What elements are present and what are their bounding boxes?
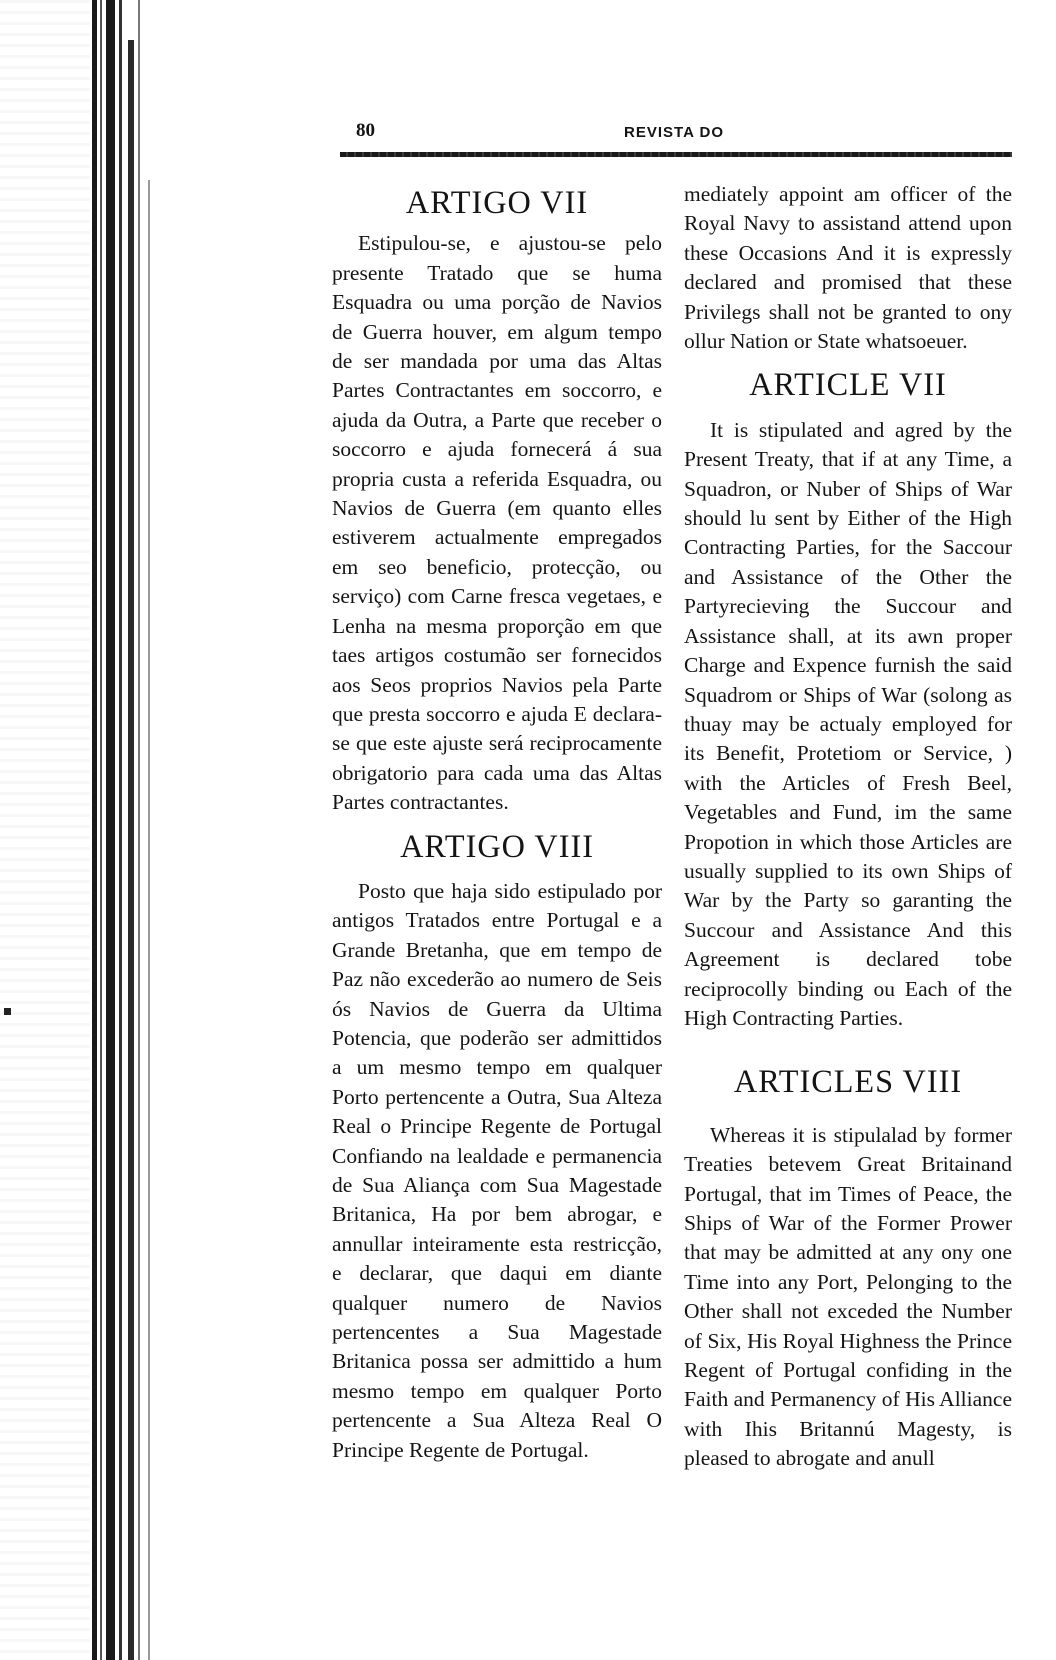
bleed-through-texture [0, 0, 90, 1660]
running-head: REVISTA DO [624, 124, 725, 141]
left-column [332, 180, 662, 1465]
page-number: 80 [356, 120, 375, 141]
article-vii-heading: ARTICLE VII [749, 366, 947, 403]
artigo-vii-heading: ARTIGO VII [405, 184, 589, 220]
header-rule [340, 152, 1012, 157]
articles-viii-text: Whereas it is stipulalad by former Treaties betevem Great Britainand Portugal, that im Times of Peace, the Ships of War of the Former Prower that may be admitted at any ony one Time into any Port, Pelonging to the Other shall not exceded the Number of Six, His Royal Highness the Prince Regent of Portugal confiding in the Faith and Permanency of His Alliance with Ihis Britannú Magesty, is pleased to abrogate and anull [684, 1122, 1012, 1471]
binding-line [119, 0, 122, 1660]
artigo-viii-text: Posto que haja sido estipulado por antigos Tratados entre Portugal e a Grande Bretanha, que em tempo de Paz não excederão ao numero de Seis ós Navios de Guerra da Ultima Potencia, que poderão ser admittidos a um mesmo tempo em qualquer Porto pertencente a Outra, Sua Alteza Real o Principe Regente de Portugal Confiando na lealdade e permanencia de Sua Aliança com Sua Magestade Britanica, Ha por bem abrogar, e annullar inteiramente esta restricção, e declarar, que daqui em diante qualquer numero de Navios pertencentes a Sua Magestade Britanica possa ser admittido a hum mesmo tempo em qualquer Porto pertencente a Sua Alteza Real O Principe Regente de Portugal. [332, 878, 662, 1462]
binding-line [128, 40, 134, 1660]
article-vii-text: It is stipulated and agred by the Present Treaty, that if at any Time, a Squadron, or Nuber of Ships of War should lu sent by Either of the High Contracting Parties, for the Saccour and Assistance of the Other the Partyrecieving the Succour and Assistance shall, at its awn proper Charge and Expence furnish the said Squadrom or Ships of War (solong as thuay may be actualy employed for its Benefit, Protetiom or Service, ) with the Articles of Fresh Beel, Vegetables and Fund, im the same Propotion in which those Articles are usually supplied to its own Ships of War by the Party so garanting the Succour and Assistance And this Agreement is declared tobe reciprocolly binding ou Each of the High Contracting Parties. [684, 417, 1012, 1030]
continued-text: mediately appoint am officer of the Royal Navy to assistand attend upon these Occasions And it is expressly declared and promised that these Privilegs shall not be granted to ony ollur Nation or State whatsoeuer. [684, 182, 1012, 354]
margin-mark [4, 1008, 11, 1015]
binding-line [100, 0, 102, 1660]
binding-line [148, 180, 150, 1660]
page-gutter [0, 0, 170, 1660]
binding-line [106, 0, 115, 1660]
artigo-viii-heading: ARTIGO VIII [400, 827, 594, 864]
artigo-vii-text: Estipulou-se, e ajustou-se pelo presente Tratado que se huma Esquadra ou uma porção de Navios de Guerra houver, em algum tempo de ser mandada por uma das Altas Partes Contractantes em soccorro, e ajuda da Outra, a Parte que receber o soccorro e ajuda fornecerá á sua propria custa a referida Esquadra, ou Navios de Guerra (em quanto elles estiverem actualmente empregados em seo beneficio, protecção, ou serviço) com Carne fresca vegetaes, e Lenha na mesma proporção em que taes artigos costumão ser fornecidos aos Seos proprios Navios pela Parte que presta soccorro e ajuda E declara-se que este ajuste será reciprocamente obrigatorio para cada uma das Altas Partes contractantes. [332, 231, 662, 815]
binding-line [138, 0, 140, 1660]
page-header [356, 120, 956, 150]
right-column [684, 180, 1012, 1474]
binding-line [92, 0, 97, 1660]
articles-viii-heading: ARTICLES VIII [733, 1063, 963, 1100]
